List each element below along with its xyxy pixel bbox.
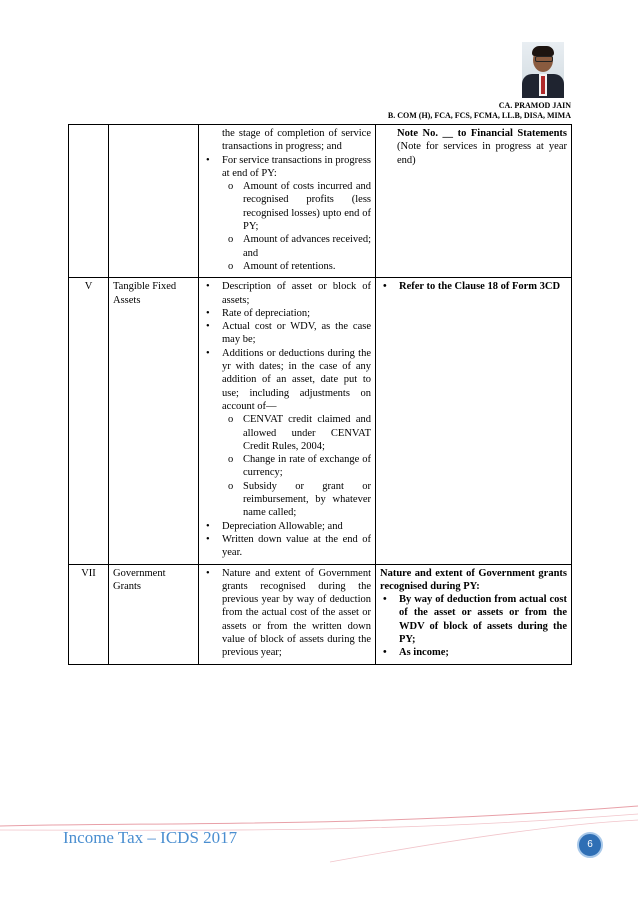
sub-list-item: o Subsidy or grant or reimbursement, by whatever name called;	[224, 480, 371, 520]
continued-text: the stage of completion of service transactions in progress; and	[222, 128, 371, 153]
row-number: V	[69, 278, 109, 564]
disclosure-heading: Nature and extent of Government grants recognised during PY:	[380, 567, 567, 592]
sub-list-item: o Amount of retentions.	[224, 260, 371, 273]
row-title: Tangible Fixed Assets	[109, 278, 199, 564]
note-reference: Note No. __ to Financial Statements	[397, 128, 567, 139]
table-row	[69, 278, 572, 564]
icds-disclosure-table	[68, 124, 572, 665]
row-number: VII	[69, 564, 109, 664]
requirement-cell	[199, 125, 376, 278]
note-description: (Note for services in progress at year end)	[397, 141, 567, 166]
list-item: • Nature and extent of Government grants recognised during the previous year by way of deduction from the actual cost of the asset or assets or from the written down value of block of assets during the previous year;	[203, 567, 371, 660]
list-item: • As income;	[380, 646, 567, 659]
list-item: • Actual cost or WDV, as the case may be;	[203, 320, 371, 347]
disclosure-cell	[376, 278, 572, 564]
author-qualifications: B. COM (H), FCA, FCS, FCMA, LL.B, DISA, MIMA	[387, 111, 571, 120]
row-title: Government Grants	[109, 564, 199, 664]
requirement-cell	[199, 564, 376, 664]
list-item: • By way of deduction from actual cost of the asset or assets or from the WDV of block of assets during the PY;	[380, 593, 567, 646]
list-item: • Written down value at the end of year.	[203, 533, 371, 560]
author-photo	[522, 42, 564, 98]
list-item: • Additions or deductions during the yr with dates; in the case of any addition of an asset, date put to use; including adjustments on account of— o CENVAT credit claimed and allowed under CENVAT Credit Rules, 2004; o Change in rate of exchange of currency; o Subsidy or grant or reimbursement, by whatever name called;	[203, 347, 371, 520]
requirement-cell	[199, 278, 376, 564]
table-row	[69, 125, 572, 278]
disclosure-cell	[376, 125, 572, 278]
author-name: CA. PRAMOD JAIN	[498, 101, 571, 110]
footer-title: Income Tax – ICDS 2017	[63, 828, 238, 847]
sub-list-item: o Amount of costs incurred and recognised profits (less recognised losses) upto end of PY;	[224, 180, 371, 233]
row-title	[109, 125, 199, 278]
list-item: • For service transactions in progress at end of PY: o Amount of costs incurred and recognised profits (less recognised losses) upto end of PY; o Amount of advances received; and o Amount of retentions.	[203, 154, 371, 274]
list-item: • Depreciation Allowable; and	[203, 520, 371, 533]
page-number: 6	[577, 832, 603, 858]
sub-list-item: o CENVAT credit claimed and allowed under CENVAT Credit Rules, 2004;	[224, 413, 371, 453]
list-item: • Description of asset or block of assets;	[203, 280, 371, 307]
row-number	[69, 125, 109, 278]
list-item: • Rate of depreciation;	[203, 307, 371, 320]
table-row	[69, 564, 572, 664]
sub-list-item: o Amount of advances received; and	[224, 233, 371, 260]
list-item: • Refer to the Clause 18 of Form 3CD	[380, 280, 567, 293]
sub-list-item: o Change in rate of exchange of currency;	[224, 453, 371, 480]
disclosure-cell	[376, 564, 572, 664]
